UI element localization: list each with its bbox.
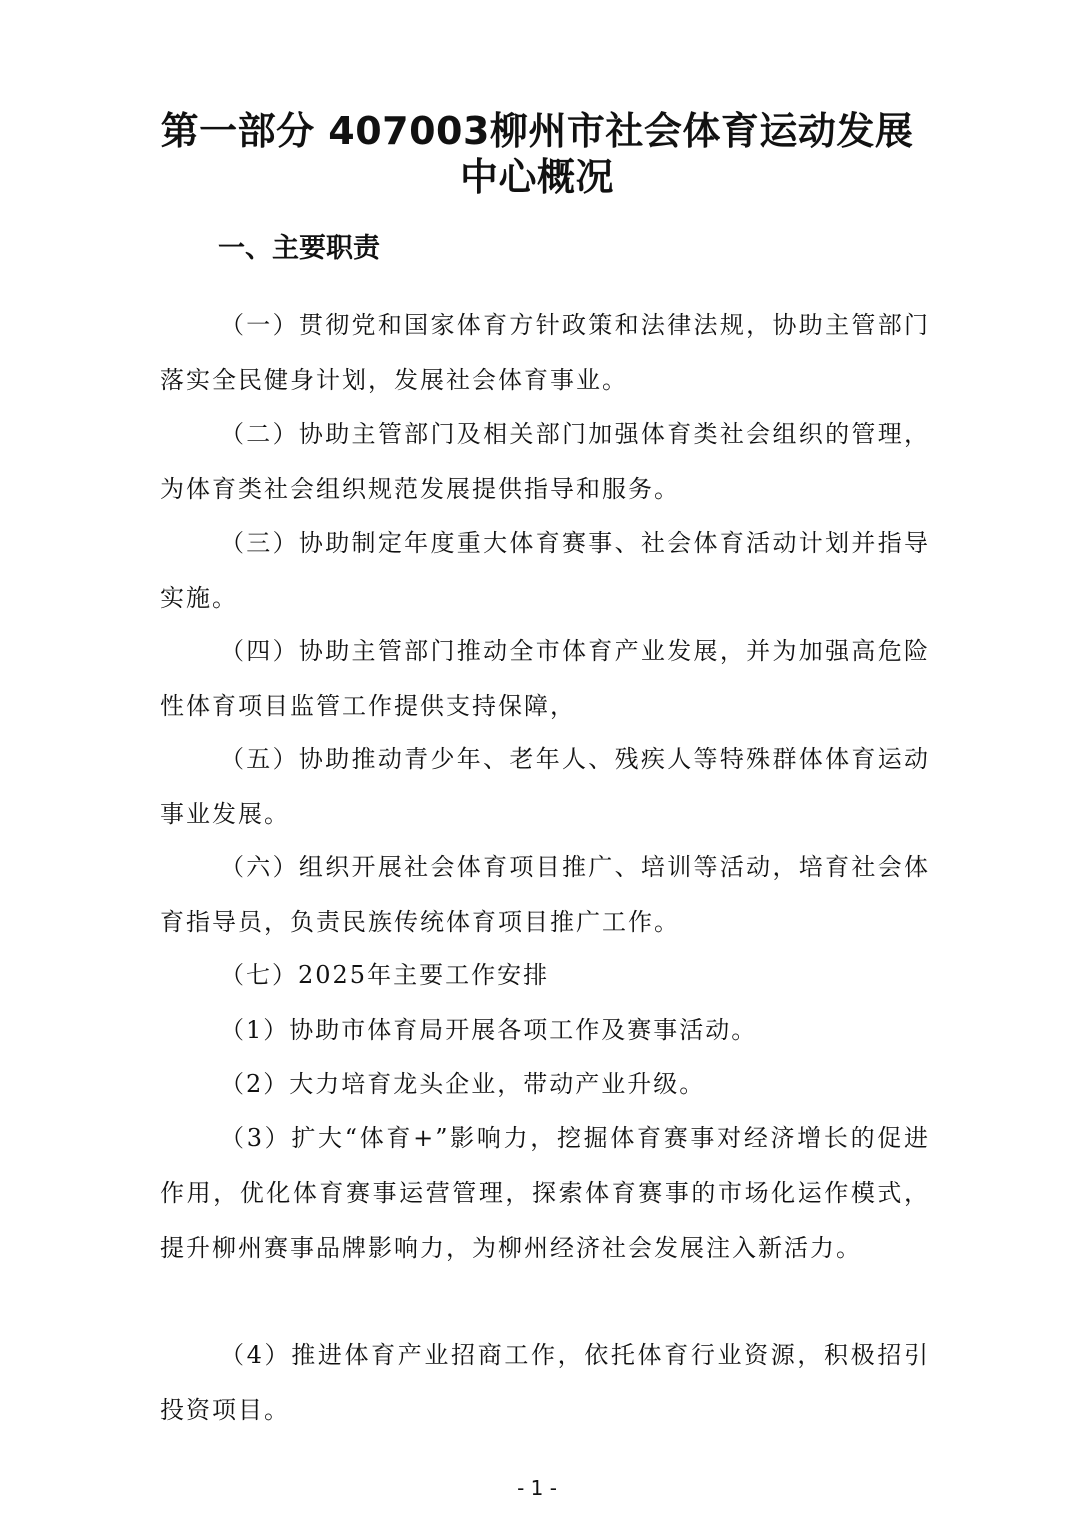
section-heading: 一、主要职责 [218,233,380,264]
paragraph-2: （二）协助主管部门及相关部门加强体育类社会组织的管理，为体育类社会组织规范发展提供指导和服务。 [160,420,930,503]
paragraph-5: （五）协助推动青少年、老年人、残疾人等特殊群体体育运动事业发展。 [160,745,930,828]
paragraph-10: （3）扩大“体育+”影响力，挖掘体育赛事对经济增长的促进作用，优化体育赛事运营管理，探索体育赛事的市场化运作模式，提升柳州赛事品牌影响力，为柳州经济社会发展注入新活力。 [160,1124,930,1262]
paragraph-6: （六）组织开展社会体育项目推广、培训等活动，培育社会体育指导员，负责民族传统体育项目推广工作。 [160,853,930,936]
paragraph-8: （1）协助市体育局开展各项工作及赛事活动。 [220,1016,758,1044]
page-title [100,108,974,200]
paragraph-1: （一）贯彻党和国家体育方针政策和法律法规，协助主管部门落实全民健身计划，发展社会体育事业。 [160,311,930,394]
paragraph-11: （4）推进体育产业招商工作，依托体育行业资源，积极招引投资项目。 [160,1341,930,1424]
paragraph-7: （七）2025年主要工作安排 [220,961,550,989]
page-title-line-1: 第一部分 407003柳州市社会体育运动发展 [160,109,914,153]
page-title-line-2: 中心概况 [459,155,614,199]
paragraph-3: （三）协助制定年度重大体育赛事、社会体育活动计划并指导实施。 [160,529,930,612]
page-number: - 1 - [517,1476,557,1500]
paragraph-4: （四）协助主管部门推动全市体育产业发展，并为加强高危险性体育项目监管工作提供支持保障， [160,637,930,720]
paragraph-9: （2）大力培育龙头企业，带动产业升级。 [220,1070,706,1098]
